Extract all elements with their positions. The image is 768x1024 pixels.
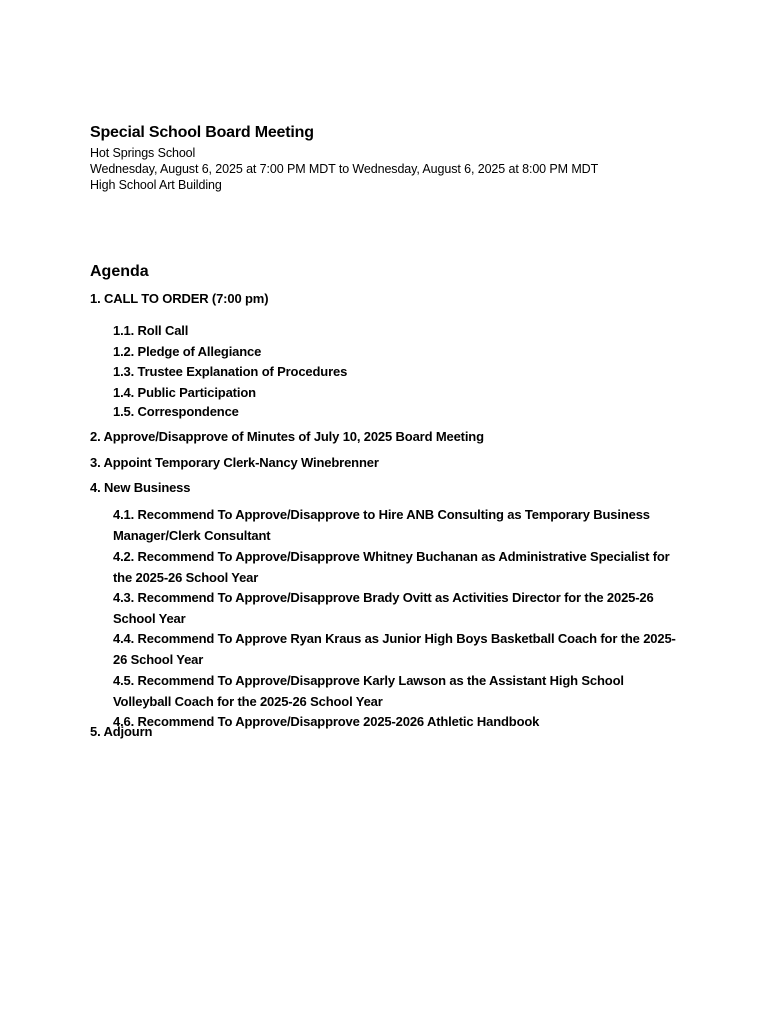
subitem-ryan-kraus: 4.4. Recommend To Approve Ryan Kraus as Junior High Boys Basketball Coach for the 2025-26 School Year xyxy=(113,631,676,667)
subitem-hire-anb-consulting: 4.1. Recommend To Approve/Disapprove to Hire ANB Consulting as Temporary Business Manager/Clerk Consultant xyxy=(113,507,650,543)
agenda-item-call-to-order: 1. CALL TO ORDER (7:00 pm) xyxy=(90,291,269,306)
meeting-title: Special School Board Meeting xyxy=(90,124,314,141)
subitem-karly-lawson: 4.5. Recommend To Approve/Disapprove Karly Lawson as the Assistant High School Volleyball Coach for the 2025-26 School Year xyxy=(113,673,624,709)
subitem-public-participation: 1.4. Public Participation xyxy=(113,385,256,400)
subitem-correspondence: 1.5. Correspondence xyxy=(113,404,239,419)
subitem-brady-ovitt: 4.3. Recommend To Approve/Disapprove Brady Ovitt as Activities Director for the 2025-26 School Year xyxy=(113,590,654,626)
meeting-organization: Hot Springs School xyxy=(90,146,196,160)
subitem-roll-call: 1.1. Roll Call xyxy=(113,323,189,338)
agenda-heading: Agenda xyxy=(90,263,149,280)
agenda-item-new-business: 4. New Business xyxy=(90,480,191,495)
subitem-whitney-buchanan: 4.2. Recommend To Approve/Disapprove Whitney Buchanan as Administrative Specialist for the 2025-26 School Year xyxy=(113,549,670,585)
meeting-datetime: Wednesday, August 6, 2025 at 7:00 PM MDT to Wednesday, August 6, 2025 at 8:00 PM MDT xyxy=(90,162,599,176)
subitem-trustee-explanation: 1.3. Trustee Explanation of Procedures xyxy=(113,364,348,379)
meeting-location: High School Art Building xyxy=(90,178,222,192)
subitem-athletic-handbook: 4.6. Recommend To Approve/Disapprove 2025-2026 Athletic Handbook xyxy=(113,714,540,729)
agenda-item-appoint-clerk: 3. Appoint Temporary Clerk-Nancy Winebrenner xyxy=(90,455,379,470)
agenda-item-approve-minutes: 2. Approve/Disapprove of Minutes of July 10, 2025 Board Meeting xyxy=(90,429,484,444)
agenda-item-adjourn: 5. Adjourn xyxy=(90,724,153,739)
subitem-pledge-of-allegiance: 1.2. Pledge of Allegiance xyxy=(113,344,262,359)
